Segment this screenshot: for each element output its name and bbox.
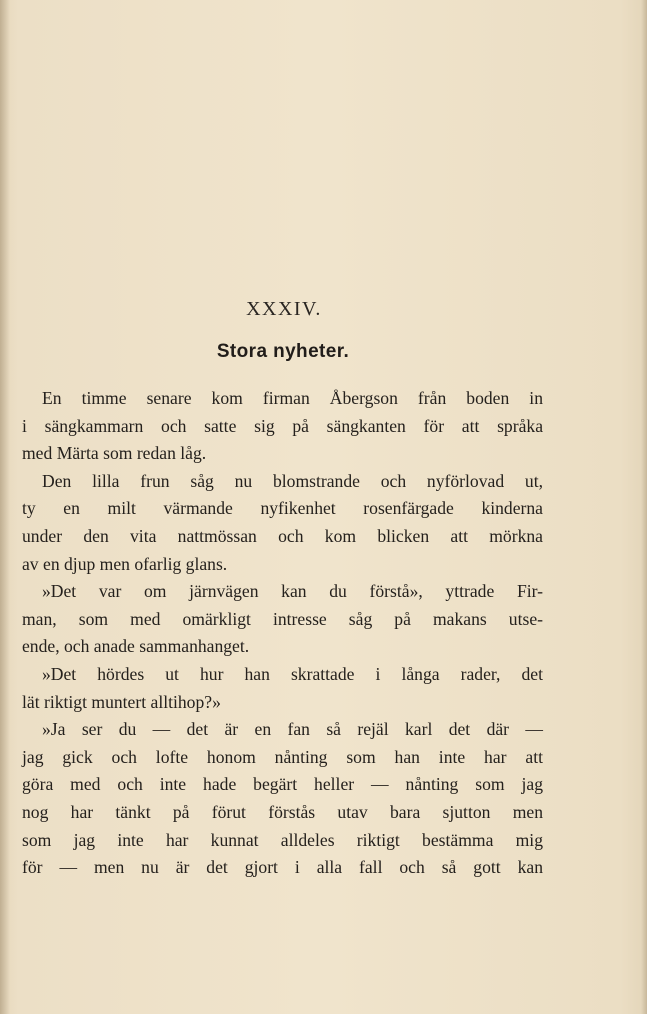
text-line: En timme senare kom firman Åbergson från boden in: [42, 388, 543, 408]
text-line: lät riktigt muntert alltihop?»: [22, 691, 221, 712]
text-line: göra med och inte hade begärt heller — nånting som jag: [22, 774, 543, 795]
text-line: »Det hördes ut hur han skrattade i långa rader, det: [42, 663, 543, 684]
text-line: jag gick och lofte honom nånting som han inte har att: [22, 746, 543, 767]
text-line: ende, och anade sammanhanget.: [22, 636, 250, 657]
text-line: man, som med omärkligt intresse såg på makans utse-: [22, 608, 543, 629]
chapter-title: Stora nyheter.: [216, 341, 350, 362]
text-line: med Märta som redan låg.: [22, 443, 207, 464]
text-line: »Det var om järnvägen kan du förstå», yttrade Fir-: [42, 581, 543, 602]
text-line: nog har tänkt på förut förstås utav bara sjutton men: [22, 801, 543, 822]
page-edge: [641, 0, 647, 1014]
text-line: i sängkammarn och satte sig på sängkanten för att språka: [22, 415, 543, 436]
text-line: under den vita nattmössan och kom blicken att mörkna: [22, 525, 543, 546]
spine-shadow: [0, 0, 10, 1014]
text-line: ty en milt värmande nyfikenhet rosenfärgade kinderna: [22, 498, 543, 519]
text-line: Den lilla frun såg nu blomstrande och nyförlovad ut,: [42, 470, 543, 491]
text-line: för — men nu är det gjort i alla fall och så gott kan: [22, 857, 543, 878]
chapter-body: [22, 385, 543, 882]
text-line: som jag inte har kunnat alldeles riktigt bestämma mig: [22, 829, 543, 850]
text-line: av en djup men ofarlig glans.: [22, 553, 228, 574]
text-line: »Ja ser du — det är en fan så rejäl karl det där —: [42, 719, 543, 740]
chapter-number: XXXIV.: [246, 298, 322, 320]
